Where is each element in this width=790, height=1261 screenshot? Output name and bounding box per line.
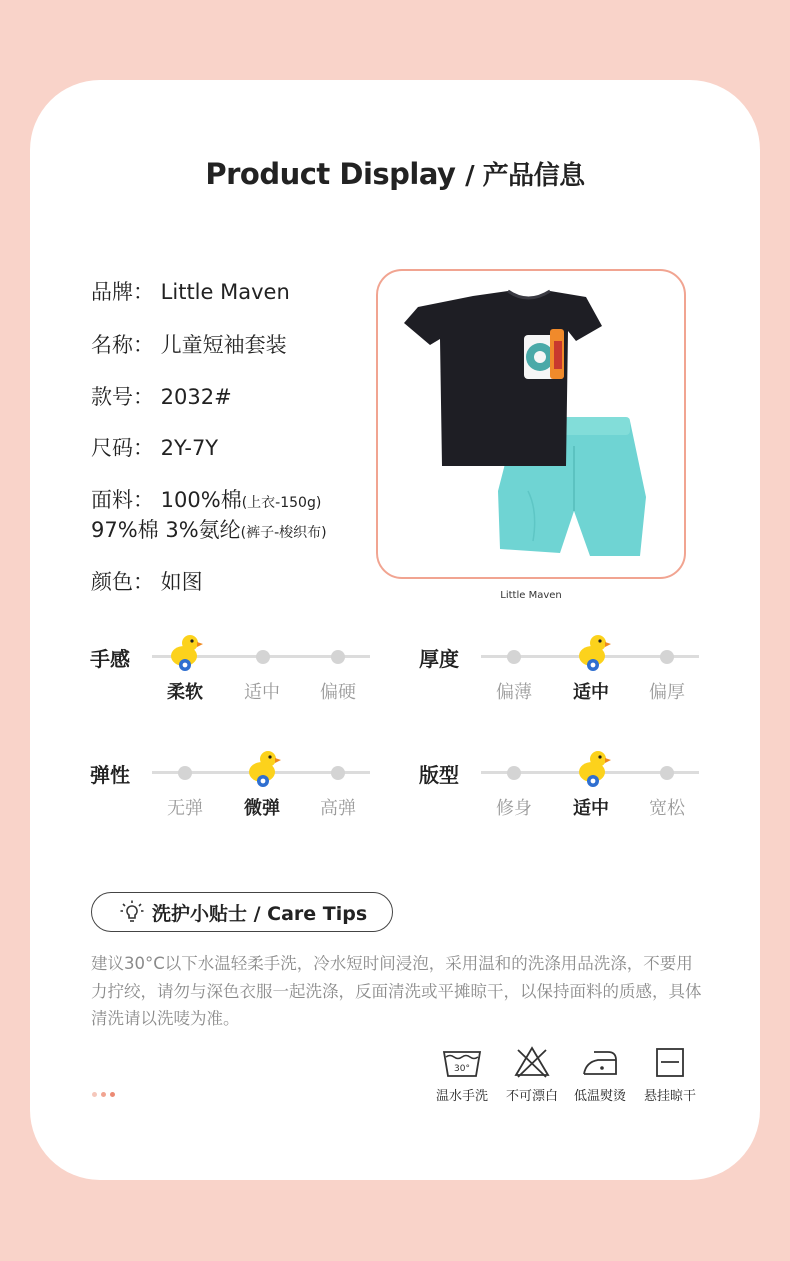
attr-elasticity-option: 高弹 — [320, 798, 356, 819]
attr-elasticity-dot — [331, 766, 345, 780]
title-sub: / 产品信息 — [465, 161, 585, 191]
attr-elasticity-dot — [178, 766, 192, 780]
attr-hand-feel-dot — [256, 650, 270, 664]
duck-indicator-icon — [246, 748, 282, 788]
hang-dry-icon — [650, 1046, 690, 1078]
page-title — [0, 155, 790, 192]
care-tips-heading-text: 洗护小贴士 / Care Tips — [152, 902, 368, 925]
duck-indicator-icon — [168, 632, 204, 672]
hand-wash-30-icon — [442, 1046, 482, 1078]
low-iron-icon — [580, 1046, 620, 1078]
fabric-line2-note: (裤子-梭织布) — [240, 525, 327, 541]
care-hang-dry — [630, 1046, 710, 1104]
care-label: 不可漂白 — [505, 1089, 558, 1104]
attr-thickness-dot — [660, 650, 674, 664]
spec-size: 尺码： 2Y-7Y — [91, 436, 219, 460]
fabric-line1-note: (上衣-150g) — [241, 495, 322, 511]
attr-hand-feel-option: 偏硬 — [320, 682, 356, 703]
spec-fabric-line1 — [91, 484, 321, 514]
care-tips-text: 建议30°C以下水温轻柔手洗，冷水短时间浸泡，采用温和的洗涤用品洗涤，不要用力拧绞，请勿与深色衣服一起洗涤，反面清洗或平摊晾干，以保持面料的质感，具体清洗请以洗唛为准。 — [91, 954, 702, 1028]
attr-fit-option: 修身 — [496, 798, 532, 819]
spec-color: 颜色： 如图 — [91, 570, 203, 594]
attr-elasticity-label: 弹性 — [90, 763, 130, 787]
lightbulb-icon — [120, 900, 144, 924]
spec-name: 名称： 儿童短袖套装 — [91, 333, 287, 357]
attr-fit-dot — [660, 766, 674, 780]
wash-temp-label: 30° — [454, 1064, 470, 1074]
pagination-dot — [92, 1092, 97, 1097]
attr-thickness-option: 偏厚 — [649, 682, 685, 703]
attr-thickness-label: 厚度 — [419, 647, 459, 671]
pagination-dot — [110, 1092, 115, 1097]
attr-thickness-option: 适中 — [573, 682, 609, 703]
spec-fabric-line2 — [91, 514, 327, 544]
attr-elasticity-option: 微弹 — [244, 798, 280, 819]
care-tips-heading — [91, 892, 393, 932]
care-label: 温水手洗 — [435, 1089, 488, 1104]
care-label: 悬挂晾干 — [643, 1089, 696, 1104]
spec-style-no: 款号： 2032# — [91, 385, 232, 409]
attr-hand-feel-option: 适中 — [244, 682, 280, 703]
attr-thickness-dot — [507, 650, 521, 664]
pagination-dots — [92, 1092, 115, 1097]
attr-fit-option: 宽松 — [649, 798, 685, 819]
attr-fit-dot — [507, 766, 521, 780]
fabric-line2-text: 97%棉 3%氨纶 — [91, 518, 241, 542]
pagination-dot — [101, 1092, 106, 1097]
attr-fit-label: 版型 — [419, 763, 459, 787]
product-photo — [376, 269, 686, 579]
fabric-line1-text: 面料： 100%棉 — [91, 488, 242, 512]
title-main: Product Display — [205, 157, 456, 191]
duck-indicator-icon — [576, 632, 612, 672]
care-hand-wash — [422, 1046, 502, 1104]
attr-fit-option: 适中 — [573, 798, 609, 819]
duck-indicator-icon — [576, 748, 612, 788]
attr-hand-feel-dot — [331, 650, 345, 664]
attr-thickness-option: 偏薄 — [496, 682, 532, 703]
attr-elasticity-option: 无弹 — [167, 798, 203, 819]
outfit-illustration — [378, 271, 684, 577]
care-low-iron — [560, 1046, 640, 1104]
care-label: 低温熨烫 — [573, 1089, 626, 1104]
attr-hand-feel-label: 手感 — [90, 647, 130, 671]
attr-hand-feel-option: 柔软 — [167, 682, 203, 703]
no-bleach-icon — [512, 1046, 552, 1078]
spec-brand: 品牌： Little Maven — [91, 280, 290, 304]
photo-caption: Little Maven — [500, 590, 562, 601]
